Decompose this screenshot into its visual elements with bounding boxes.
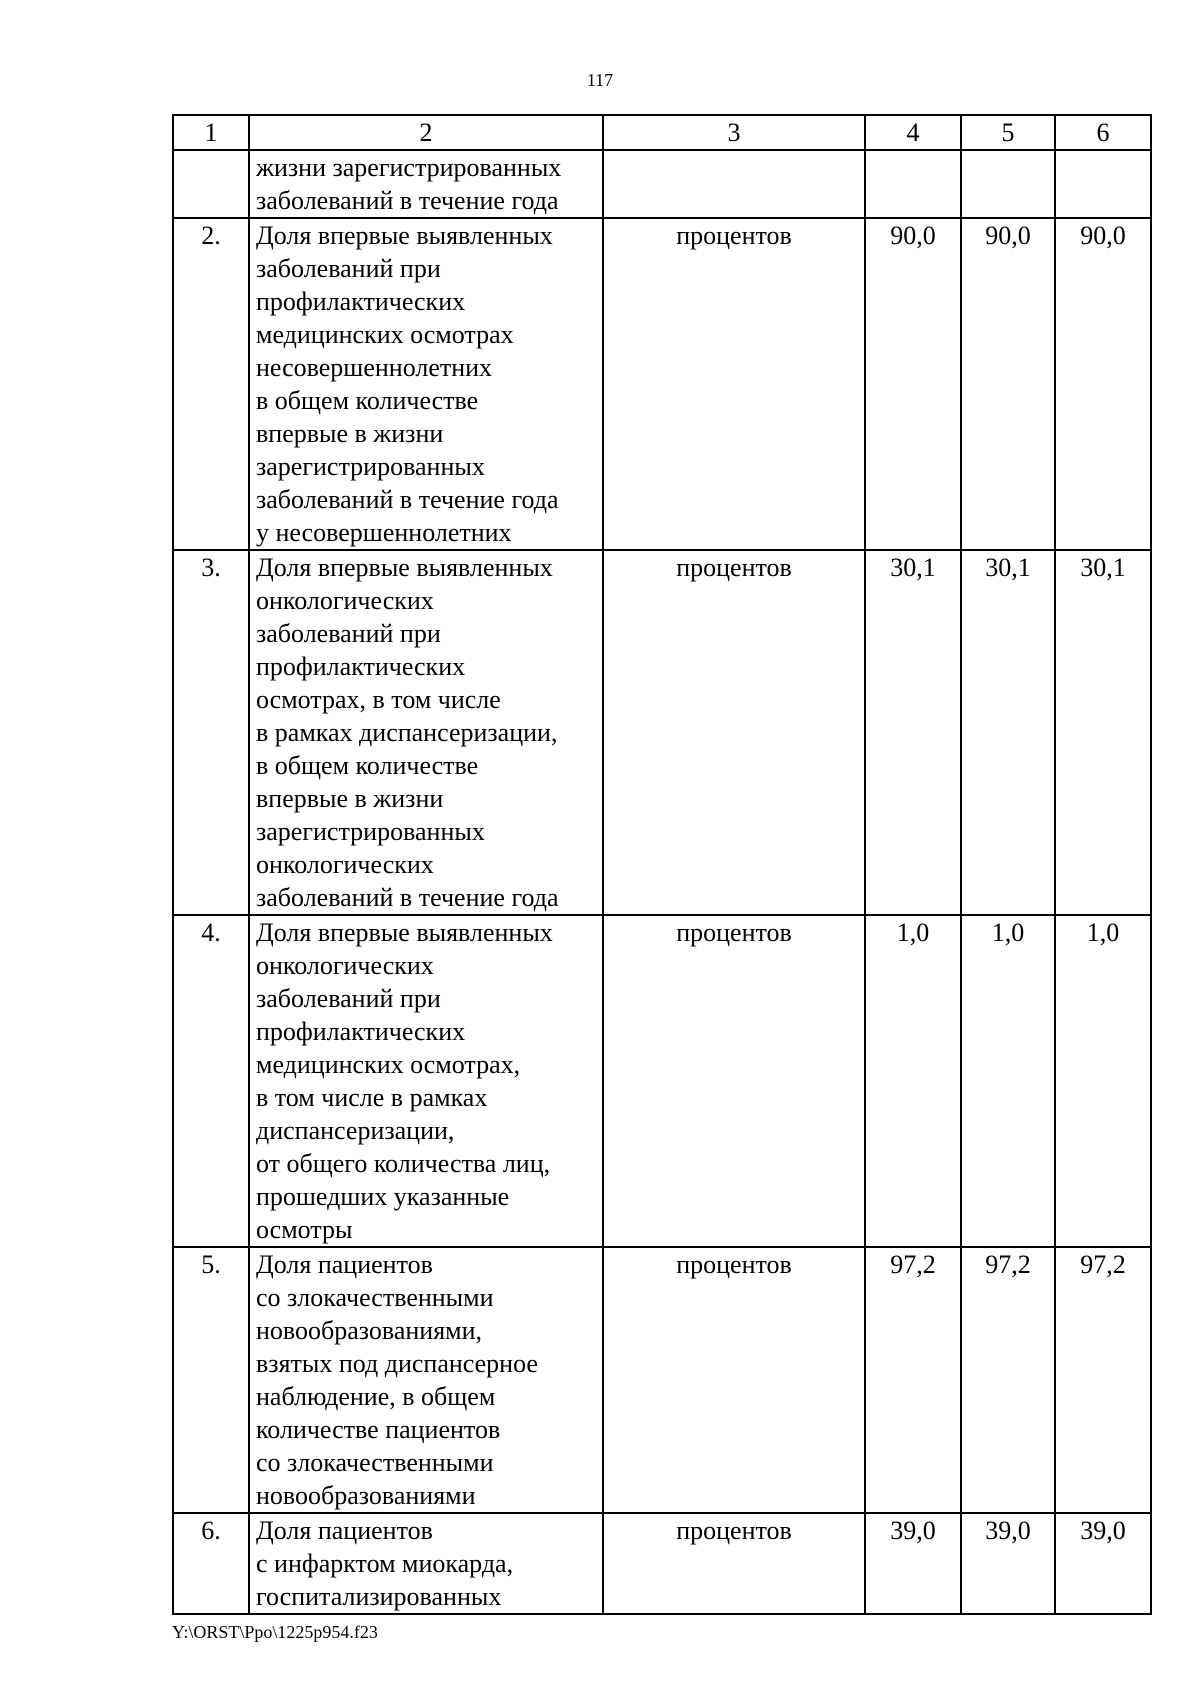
row-number: 4. (173, 915, 249, 1247)
value-cell (865, 150, 961, 218)
page-number: 117 (586, 70, 614, 90)
value-cell: 39,0 (865, 1513, 961, 1614)
indicator-description: жизни зарегистрированных заболеваний в течение года (249, 150, 603, 218)
value-cell: 97,2 (865, 1247, 961, 1513)
unit-cell: процентов (603, 218, 865, 550)
value-cell: 39,0 (1055, 1513, 1151, 1614)
value-cell: 1,0 (1055, 915, 1151, 1247)
column-header: 3 (603, 115, 865, 150)
file-path-footer: Y:\ORST\Ppo\1225p954.f23 (172, 1622, 378, 1642)
unit-cell: процентов (603, 1247, 865, 1513)
indicator-description: Доля впервые выявленных онкологических заболеваний при профилактических медицинских осмотрах, в том числе в рамках диспансеризации, от общего количества лиц, прошедших указанные осмотры (249, 915, 603, 1247)
indicator-description: Доля впервые выявленных онкологических заболеваний при профилактических осмотрах, в том числе в рамках диспансеризации, в общем количестве впервые в жизни зарегистрированных онкологических заболеваний в течение года (249, 550, 603, 915)
indicator-description: Доля пациентов с инфарктом миокарда, госпитализированных (249, 1513, 603, 1614)
column-header: 2 (249, 115, 603, 150)
row-number: 6. (173, 1513, 249, 1614)
row-number: 2. (173, 218, 249, 550)
table-row (173, 1247, 1151, 1513)
value-cell (1055, 150, 1151, 218)
column-header: 4 (865, 115, 961, 150)
row-number (173, 150, 249, 218)
value-cell: 30,1 (865, 550, 961, 915)
value-cell: 1,0 (961, 915, 1055, 1247)
value-cell: 97,2 (1055, 1247, 1151, 1513)
indicator-table (172, 114, 1152, 1615)
unit-cell: процентов (603, 1513, 865, 1614)
column-header: 6 (1055, 115, 1151, 150)
unit-cell: процентов (603, 550, 865, 915)
table-row (173, 218, 1151, 550)
value-cell: 39,0 (961, 1513, 1055, 1614)
indicator-description: Доля впервые выявленных заболеваний при профилактических медицинских осмотрах несовершеннолетних в общем количестве впервые в жизни зарегистрированных заболеваний в течение года у несовершеннолетних (249, 218, 603, 550)
table-row (173, 150, 1151, 218)
value-cell (961, 150, 1055, 218)
unit-cell (603, 150, 865, 218)
row-number: 5. (173, 1247, 249, 1513)
value-cell: 1,0 (865, 915, 961, 1247)
value-cell: 97,2 (961, 1247, 1055, 1513)
value-cell: 30,1 (961, 550, 1055, 915)
value-cell: 90,0 (1055, 218, 1151, 550)
indicator-description: Доля пациентов со злокачественными новообразованиями, взятых под диспансерное наблюдение, в общем количестве пациентов со злокачественными новообразованиями (249, 1247, 603, 1513)
value-cell: 90,0 (865, 218, 961, 550)
value-cell: 90,0 (961, 218, 1055, 550)
table-row (173, 550, 1151, 915)
table-header-row (173, 115, 1151, 150)
column-header: 1 (173, 115, 249, 150)
table-row (173, 915, 1151, 1247)
table-row (173, 1513, 1151, 1614)
unit-cell: процентов (603, 915, 865, 1247)
row-number: 3. (173, 550, 249, 915)
column-header: 5 (961, 115, 1055, 150)
value-cell: 30,1 (1055, 550, 1151, 915)
